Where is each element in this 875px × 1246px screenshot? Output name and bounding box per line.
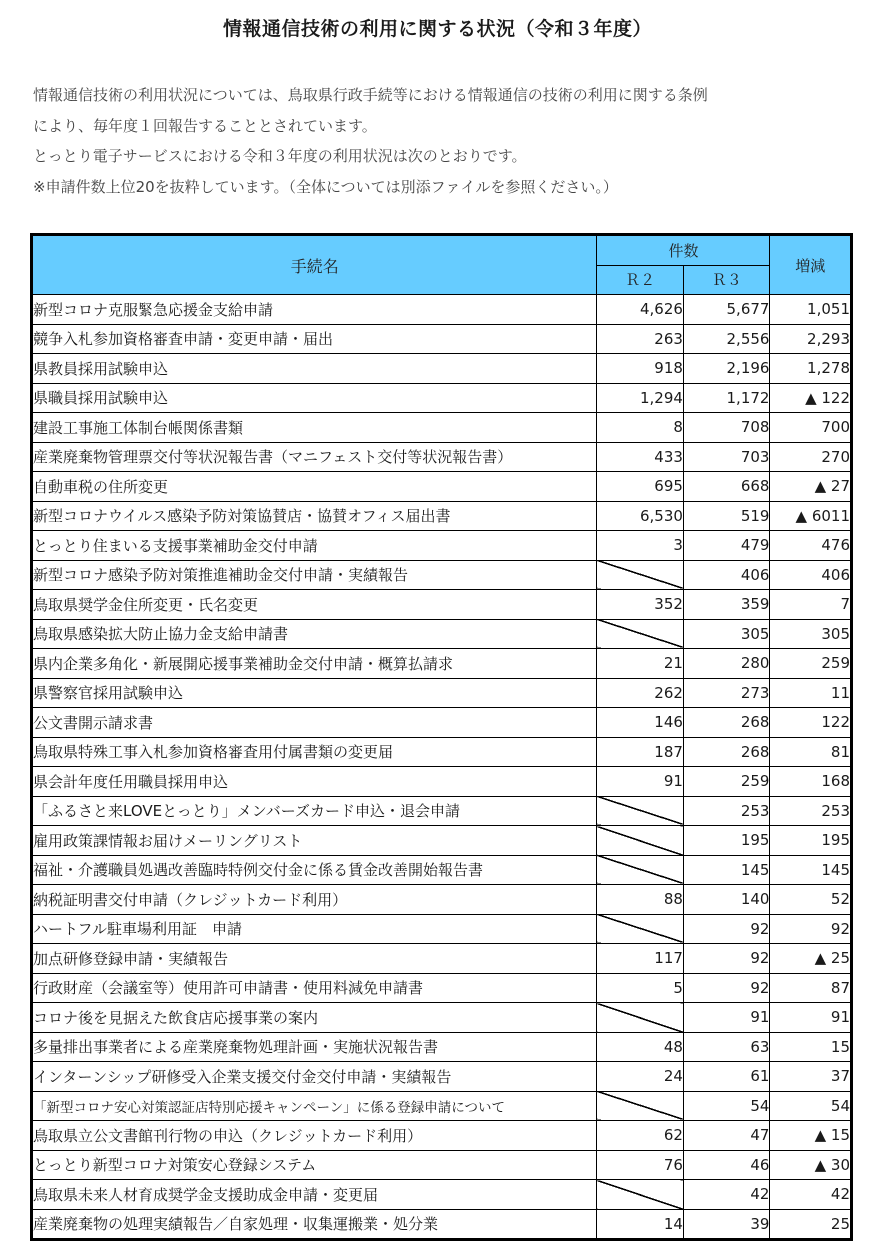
procedure-name-cell: 鳥取県未来人材育成奨学金支援助成金申請・変更届 (32, 1180, 597, 1210)
diff-cell: 81 (770, 737, 852, 767)
r2-cell-empty (597, 1180, 684, 1210)
procedure-name-cell: 新型コロナ克服緊急応援金支給申請 (32, 295, 597, 325)
procedure-name-cell: コロナ後を見据えた飲食店応援事業の案内 (32, 1003, 597, 1033)
r2-cell: 5 (597, 973, 684, 1003)
table-row (32, 1003, 852, 1033)
procedure-name-cell: 「ふるさと来LOVEとっとり」メンバーズカード申込・退会申請 (32, 796, 597, 826)
diff-cell: 259 (770, 649, 852, 679)
r2-cell: 1,294 (597, 383, 684, 413)
r3-cell: 273 (683, 678, 770, 708)
r3-cell: 305 (683, 619, 770, 649)
table-row (32, 619, 852, 649)
r2-cell: 3 (597, 531, 684, 561)
intro-line: により、毎年度１回報告することとされています。 (33, 116, 377, 135)
header-r2: Ｒ２ (597, 265, 684, 295)
table-row (32, 472, 852, 502)
r3-cell: 92 (683, 914, 770, 944)
table-row (32, 531, 852, 561)
r3-cell: 145 (683, 855, 770, 885)
r3-cell: 359 (683, 590, 770, 620)
r3-cell: 703 (683, 442, 770, 472)
r3-cell: 479 (683, 531, 770, 561)
r2-cell-empty (597, 826, 684, 856)
r3-cell: 2,556 (683, 324, 770, 354)
diff-cell: 145 (770, 855, 852, 885)
procedure-name-cell: 新型コロナウイルス感染予防対策協賛店・協賛オフィス届出書 (32, 501, 597, 531)
r2-cell-empty (597, 619, 684, 649)
table-row (32, 944, 852, 974)
procedure-name-cell: 公文書開示請求書 (32, 708, 597, 738)
r2-cell: 14 (597, 1209, 684, 1240)
r3-cell: 63 (683, 1032, 770, 1062)
diff-cell: 476 (770, 531, 852, 561)
r3-cell: 42 (683, 1180, 770, 1210)
r3-cell: 1,172 (683, 383, 770, 413)
r2-cell: 4,626 (597, 295, 684, 325)
table-row (32, 295, 852, 325)
r2-cell: 21 (597, 649, 684, 679)
r3-cell: 5,677 (683, 295, 770, 325)
table-row (32, 1150, 852, 1180)
r3-cell: 54 (683, 1091, 770, 1121)
table-row (32, 1209, 852, 1240)
table-row (32, 1062, 852, 1092)
procedure-name-cell: 建設工事施工体制台帳関係書類 (32, 413, 597, 443)
r2-cell: 146 (597, 708, 684, 738)
diff-cell: 270 (770, 442, 852, 472)
diff-cell: 42 (770, 1180, 852, 1210)
r2-cell: 88 (597, 885, 684, 915)
r3-cell: 406 (683, 560, 770, 590)
diff-cell: ▲ 27 (770, 472, 852, 502)
diff-cell: ▲ 25 (770, 944, 852, 974)
diff-cell: 25 (770, 1209, 852, 1240)
table-row (32, 885, 852, 915)
r2-cell: 433 (597, 442, 684, 472)
procedure-name-cell: とっとり新型コロナ対策安心登録システム (32, 1150, 597, 1180)
procedure-name-cell: ハートフル駐車場利用証 申請 (32, 914, 597, 944)
procedure-name-cell: 加点研修登録申請・実績報告 (32, 944, 597, 974)
table-row (32, 1032, 852, 1062)
procedure-name-cell: 雇用政策課情報お届けメーリングリスト (32, 826, 597, 856)
r3-cell: 92 (683, 973, 770, 1003)
diff-cell: 195 (770, 826, 852, 856)
procedure-name-cell: 行政財産（会議室等）使用許可申請書・使用料減免申請書 (32, 973, 597, 1003)
r2-cell: 48 (597, 1032, 684, 1062)
diff-cell: ▲ 122 (770, 383, 852, 413)
diff-cell: 52 (770, 885, 852, 915)
diff-cell: ▲ 15 (770, 1121, 852, 1151)
procedure-name-cell: 福祉・介護職員処遇改善臨時特例交付金に係る賃金改善開始報告書 (32, 855, 597, 885)
table-row (32, 1121, 852, 1151)
r3-cell: 61 (683, 1062, 770, 1092)
table-body (32, 295, 852, 1240)
diff-cell: 37 (770, 1062, 852, 1092)
intro-line: 情報通信技術の利用状況については、鳥取県行政手続等における情報通信の技術の利用に関する条例 (33, 86, 708, 104)
table-row (32, 442, 852, 472)
table-row (32, 826, 852, 856)
r2-cell: 91 (597, 767, 684, 797)
procedure-name-cell: 県教員採用試験申込 (32, 354, 597, 384)
r3-cell: 92 (683, 944, 770, 974)
r2-cell-empty (597, 855, 684, 885)
table-row (32, 767, 852, 797)
table-row (32, 649, 852, 679)
table-row (32, 973, 852, 1003)
r2-cell: 117 (597, 944, 684, 974)
r2-cell: 187 (597, 737, 684, 767)
diff-cell: 1,278 (770, 354, 852, 384)
r2-cell: 695 (597, 472, 684, 502)
diff-cell: 2,293 (770, 324, 852, 354)
table-row (32, 383, 852, 413)
procedure-name-cell: 県会計年度任用職員採用申込 (32, 767, 597, 797)
r3-cell: 280 (683, 649, 770, 679)
r3-cell: 268 (683, 708, 770, 738)
r2-cell: 262 (597, 678, 684, 708)
r3-cell: 47 (683, 1121, 770, 1151)
table-row (32, 354, 852, 384)
r2-cell: 76 (597, 1150, 684, 1180)
procedure-name-cell: 県内企業多角化・新展開応援事業補助金交付申請・概算払請求 (32, 649, 597, 679)
r2-cell-empty (597, 796, 684, 826)
diff-cell: 700 (770, 413, 852, 443)
procedure-name-cell: 鳥取県立公文書館刊行物の申込（クレジットカード利用） (32, 1121, 597, 1151)
r3-cell: 253 (683, 796, 770, 826)
diff-cell: 168 (770, 767, 852, 797)
r3-cell: 519 (683, 501, 770, 531)
r3-cell: 195 (683, 826, 770, 856)
diff-cell: 406 (770, 560, 852, 590)
diff-cell: 91 (770, 1003, 852, 1033)
intro-line: とっとり電子サービスにおける令和３年度の利用状況は次のとおりです。 (33, 147, 527, 165)
procedure-name-cell: 県職員採用試験申込 (32, 383, 597, 413)
procedure-name-cell: 「新型コロナ安心対策認証店特別応援キャンペーン」に係る登録申請について (32, 1091, 597, 1121)
procedure-name-cell: 競争入札参加資格審査申請・変更申請・届出 (32, 324, 597, 354)
r2-cell: 352 (597, 590, 684, 620)
table-row (32, 855, 852, 885)
r2-cell-empty (597, 914, 684, 944)
r2-cell: 263 (597, 324, 684, 354)
header-r3: Ｒ３ (683, 265, 770, 295)
intro-line: ※申請件数上位20を抜粋しています。（全体については別添ファイルを参照ください。） (33, 177, 618, 196)
r2-cell-empty (597, 560, 684, 590)
table-row (32, 737, 852, 767)
diff-cell: 15 (770, 1032, 852, 1062)
procedure-name-cell: 新型コロナ感染予防対策推進補助金交付申請・実績報告 (32, 560, 597, 590)
diff-cell: 87 (770, 973, 852, 1003)
header-count: 件数 (597, 235, 770, 266)
r2-cell: 918 (597, 354, 684, 384)
procedure-name-cell: 鳥取県感染拡大防止協力金支給申請書 (32, 619, 597, 649)
table-row (32, 678, 852, 708)
procedure-name-cell: 産業廃棄物の処理実績報告／自家処理・収集運搬業・処分業 (32, 1209, 597, 1240)
procedure-name-cell: 自動車税の住所変更 (32, 472, 597, 502)
r2-cell: 6,530 (597, 501, 684, 531)
r3-cell: 91 (683, 1003, 770, 1033)
r3-cell: 39 (683, 1209, 770, 1240)
r3-cell: 46 (683, 1150, 770, 1180)
diff-cell: 11 (770, 678, 852, 708)
r2-cell: 24 (597, 1062, 684, 1092)
table-row (32, 708, 852, 738)
procedure-name-cell: 多量排出事業者による産業廃棄物処理計画・実施状況報告書 (32, 1032, 597, 1062)
r3-cell: 140 (683, 885, 770, 915)
usage-table (30, 233, 853, 1241)
r2-cell-empty (597, 1091, 684, 1121)
procedure-name-cell: 県警察官採用試験申込 (32, 678, 597, 708)
r3-cell: 259 (683, 767, 770, 797)
r3-cell: 268 (683, 737, 770, 767)
table-row (32, 590, 852, 620)
table-row (32, 324, 852, 354)
procedure-name-cell: インターンシップ研修受入企業支援交付金交付申請・実績報告 (32, 1062, 597, 1092)
r3-cell: 2,196 (683, 354, 770, 384)
diff-cell: 122 (770, 708, 852, 738)
diff-cell: 1,051 (770, 295, 852, 325)
table-row (32, 501, 852, 531)
procedure-name-cell: 納税証明書交付申請（クレジットカード利用） (32, 885, 597, 915)
r2-cell: 8 (597, 413, 684, 443)
diff-cell: 54 (770, 1091, 852, 1121)
header-procedure-name: 手続名 (32, 235, 597, 295)
r2-cell: 62 (597, 1121, 684, 1151)
procedure-name-cell: 産業廃棄物管理票交付等状況報告書（マニフェスト交付等状況報告書） (32, 442, 597, 472)
table-row (32, 1180, 852, 1210)
diff-cell: 92 (770, 914, 852, 944)
r3-cell: 668 (683, 472, 770, 502)
diff-cell: 7 (770, 590, 852, 620)
procedure-name-cell: 鳥取県奨学金住所変更・氏名変更 (32, 590, 597, 620)
table-row (32, 413, 852, 443)
r2-cell-empty (597, 1003, 684, 1033)
diff-cell: 253 (770, 796, 852, 826)
table-row (32, 796, 852, 826)
r3-cell: 708 (683, 413, 770, 443)
header-diff: 増減 (770, 235, 852, 295)
diff-cell: ▲ 6011 (770, 501, 852, 531)
procedure-name-cell: 鳥取県特殊工事入札参加資格審査用付属書類の変更届 (32, 737, 597, 767)
table-row (32, 914, 852, 944)
table-row (32, 1091, 852, 1121)
diff-cell: ▲ 30 (770, 1150, 852, 1180)
diff-cell: 305 (770, 619, 852, 649)
procedure-name-cell: とっとり住まいる支援事業補助金交付申請 (32, 531, 597, 561)
table-row (32, 560, 852, 590)
intro-text (33, 80, 853, 202)
page-title: 情報通信技術の利用に関する状況（令和３年度） (222, 18, 652, 40)
